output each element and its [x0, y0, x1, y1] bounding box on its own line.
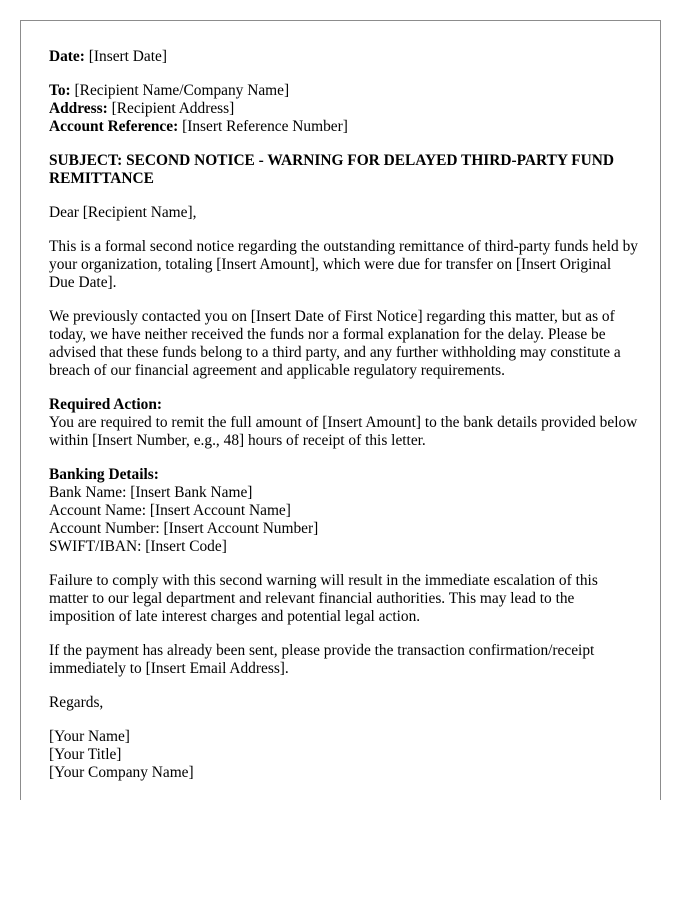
signature-title: [Your Title] [49, 746, 122, 763]
date-line [49, 48, 639, 66]
closing: Regards, [49, 694, 104, 711]
to-line [49, 82, 639, 100]
subject-line: SUBJECT: SECOND NOTICE - WARNING FOR DELAYED THIRD-PARTY FUND REMITTANCE [49, 152, 614, 187]
signature-name: [Your Name] [49, 728, 130, 745]
banking-details-section [49, 466, 639, 556]
salutation: Dear [Recipient Name], [49, 204, 197, 221]
address-value: [Recipient Address] [111, 100, 235, 117]
account-reference-value: [Insert Reference Number] [182, 118, 348, 135]
failure-warning-paragraph: Failure to comply with this second warning will result in the immediate escalation of this matter to our legal department and relevant financial authorities. This may lead to the imposition of late interest charges and potential legal action. [49, 572, 598, 625]
account-name-line: Account Name: [Insert Account Name] [49, 502, 291, 519]
signature-block [49, 728, 639, 782]
account-number-line: Account Number: [Insert Account Number] [49, 520, 319, 537]
date-value: [Insert Date] [88, 48, 167, 65]
payment-sent-paragraph: If the payment has already been sent, please provide the transaction confirmation/receipt immediately to [Insert Email Address]. [49, 642, 595, 677]
address-label: Address: [49, 100, 108, 117]
to-value: [Recipient Name/Company Name] [74, 82, 290, 99]
recipient-block [49, 82, 639, 136]
address-line [49, 100, 639, 118]
account-reference-line [49, 118, 639, 136]
date-label: Date: [49, 48, 85, 65]
swift-iban-line: SWIFT/IBAN: [Insert Code] [49, 538, 227, 555]
bank-name-line: Bank Name: [Insert Bank Name] [49, 484, 253, 501]
banking-details-heading: Banking Details: [49, 466, 159, 483]
letter-body [49, 48, 639, 798]
intro-paragraph: This is a formal second notice regarding the outstanding remittance of third-party funds held by your organization, totaling [Insert Amount], which were due for transfer on [Insert Original Due Date]. [49, 238, 638, 291]
to-label: To: [49, 82, 71, 99]
account-reference-label: Account Reference: [49, 118, 179, 135]
previous-contact-paragraph: We previously contacted you on [Insert Date of First Notice] regarding this matter, but as of today, we have neither received the funds nor a formal explanation for the delay. Please be advised that these funds belong to a third party, and any further withholding may constitute a breach of our financial agreement and applicable regulatory requirements. [49, 308, 621, 379]
required-action-section [49, 396, 639, 450]
required-action-text: You are required to remit the full amount of [Insert Amount] to the bank details provided below within [Insert Number, e.g., 48] hours of receipt of this letter. [49, 414, 638, 449]
required-action-heading: Required Action: [49, 396, 163, 413]
signature-company: [Your Company Name] [49, 764, 194, 781]
